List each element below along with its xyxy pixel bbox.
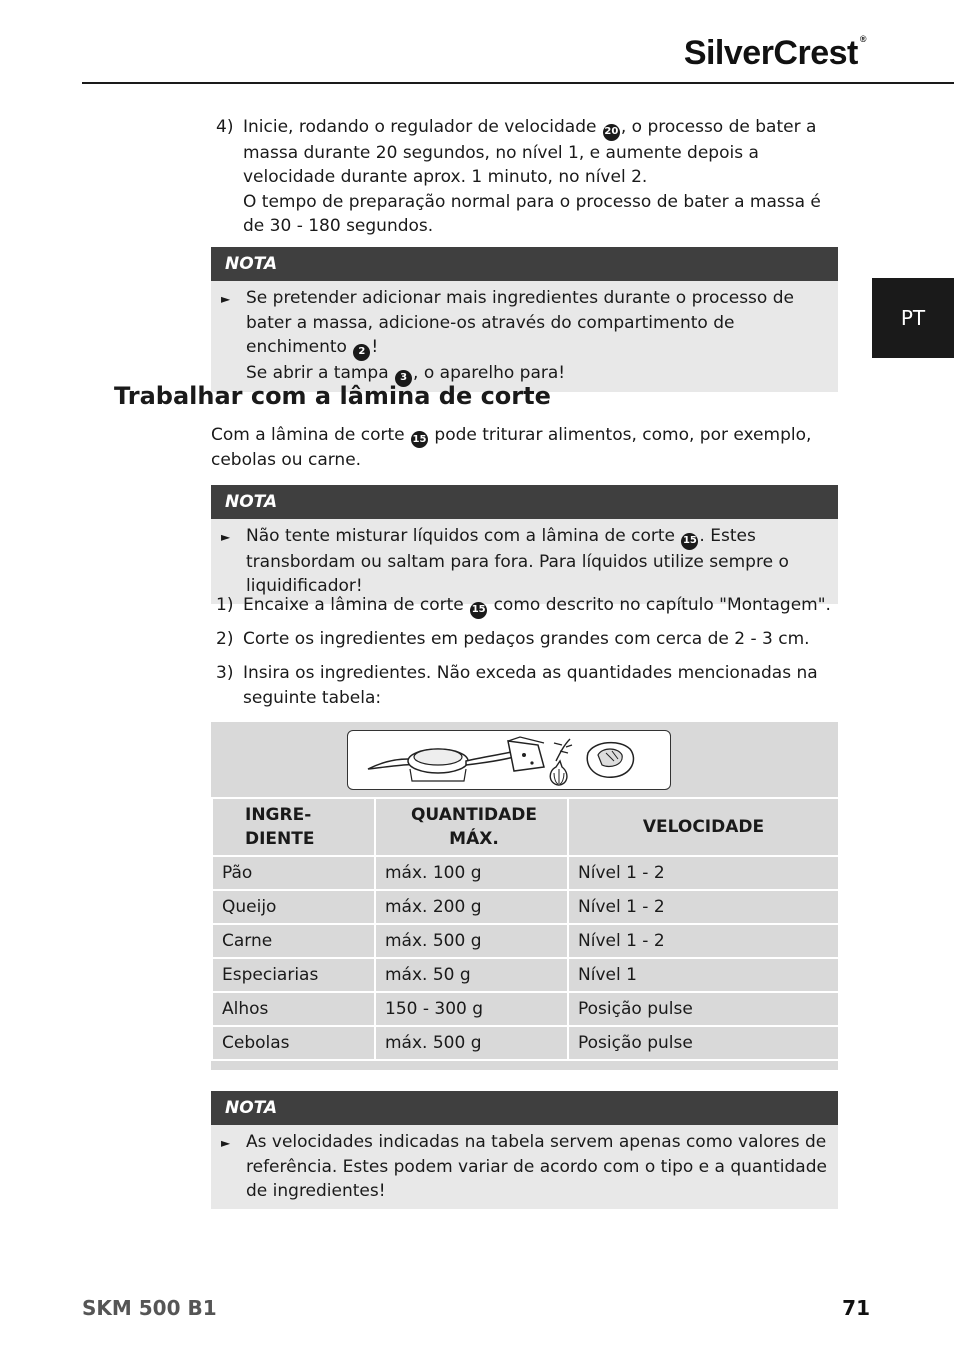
step-4 <box>216 115 841 239</box>
note-title: NOTA <box>211 1091 838 1125</box>
table-row <box>212 958 839 992</box>
table-cell: máx. 50 g <box>375 958 568 992</box>
ref-marker-icon: 15 <box>681 533 698 550</box>
table-cell: Nível 1 - 2 <box>568 890 839 924</box>
step-3 <box>216 661 841 710</box>
step-number: 3) <box>216 663 234 683</box>
note-title: NOTA <box>211 247 838 281</box>
note-box-1 <box>211 247 838 392</box>
step-number: 4) <box>216 117 234 137</box>
table-cell: máx. 500 g <box>375 924 568 958</box>
triangle-bullet-icon: ► <box>221 292 231 306</box>
ref-marker-icon: 20 <box>603 124 620 141</box>
step-number: 2) <box>216 629 234 649</box>
table-row <box>212 992 839 1026</box>
ref-marker-icon: 3 <box>395 370 412 387</box>
step-number: 1) <box>216 595 234 615</box>
ref-marker-icon: 2 <box>353 344 370 361</box>
header-speed: VELOCIDADE <box>568 798 839 856</box>
intro-paragraph: Com a lâmina de corte 15 pode triturar alimentos, como, por exemplo, cebolas ou carne. <box>211 425 812 470</box>
section-heading: Trabalhar com a lâmina de corte <box>114 382 551 410</box>
triangle-bullet-icon: ► <box>221 1136 231 1150</box>
step-text: Insira os ingredientes. Não exceda as quantidades mencionadas na seguinte tabela: <box>243 663 818 708</box>
table-cell: máx. 500 g <box>375 1026 568 1060</box>
header-rule <box>82 82 954 84</box>
note-box-2 <box>211 485 838 604</box>
page-number: 71 <box>842 1296 870 1320</box>
quantity-table <box>211 722 838 1070</box>
header-ingredient: INGRE- DIENTE <box>212 798 375 856</box>
step-text: Encaixe a lâmina de corte 15 como descrito no capítulo "Montagem". <box>243 593 841 619</box>
table-cell: Especiarias <box>212 958 375 992</box>
table-cell: Nível 1 <box>568 958 839 992</box>
table-row <box>212 1026 839 1060</box>
table-header-row <box>212 798 839 856</box>
step-2 <box>216 627 841 652</box>
ref-marker-icon: 15 <box>470 602 487 619</box>
ref-marker-icon: 15 <box>411 431 428 448</box>
table-cell: Posição pulse <box>568 1026 839 1060</box>
table-cell: Cebolas <box>212 1026 375 1060</box>
table-cell: máx. 100 g <box>375 856 568 890</box>
triangle-bullet-icon: ► <box>221 530 231 544</box>
note-body <box>211 1125 838 1209</box>
table-cell: Nível 1 - 2 <box>568 856 839 890</box>
table-cell: Posição pulse <box>568 992 839 1026</box>
table-cell: Queijo <box>212 890 375 924</box>
table-cell: Carne <box>212 924 375 958</box>
note-body <box>211 281 838 392</box>
step-1 <box>216 593 841 619</box>
table-row <box>212 856 839 890</box>
table-row <box>212 890 839 924</box>
table-row <box>212 924 839 958</box>
table-cell: máx. 200 g <box>375 890 568 924</box>
table-cell: Nível 1 - 2 <box>568 924 839 958</box>
table-cell: Pão <box>212 856 375 890</box>
table-cell: 150 - 300 g <box>375 992 568 1026</box>
step-text: Inicie, rodando o regulador de velocidade 20 , o processo de bater a massa durante 20 segundos, no nível 1, e aumente depois a velocidade durante aprox. 1 minuto, no nível 2. O tempo de preparação normal para o processo de bater a massa é de 30 - 180 segundos. <box>243 117 821 237</box>
ingredient-table <box>211 797 840 1061</box>
note-text: As velocidades indicadas na tabela servem apenas como valores de referência. Estes podem variar de acordo com o tipo e a quantidade de ingredientes! <box>246 1132 827 1201</box>
language-tab-label: PT <box>900 306 926 330</box>
note-box-3 <box>211 1091 838 1209</box>
note-text: Se pretender adicionar mais ingredientes durante o processo de bater a massa, adicione-os através do compartimento de enchimento 2 ! Se abrir a tampa 3 , o aparelho para! <box>246 286 828 387</box>
note-title: NOTA <box>211 485 838 519</box>
footer-model: SKM 500 B1 <box>82 1296 217 1320</box>
table-cell: Alhos <box>212 992 375 1026</box>
step-text: Corte os ingredientes em pedaços grandes com cerca de 2 - 3 cm. <box>243 629 810 649</box>
silvercrest-logo: SilverCrest ® <box>683 34 866 72</box>
header-max-quantity: QUANTIDADE MÁX. <box>375 798 568 856</box>
note-text: Não tente misturar líquidos com a lâmina de corte 15 . Estes transbordam ou saltam para fora. Para líquidos utilize sempre o liquidificador! <box>246 526 789 597</box>
language-tab <box>872 278 954 358</box>
note-body <box>211 519 838 604</box>
blade-and-food-illustration <box>347 730 671 790</box>
